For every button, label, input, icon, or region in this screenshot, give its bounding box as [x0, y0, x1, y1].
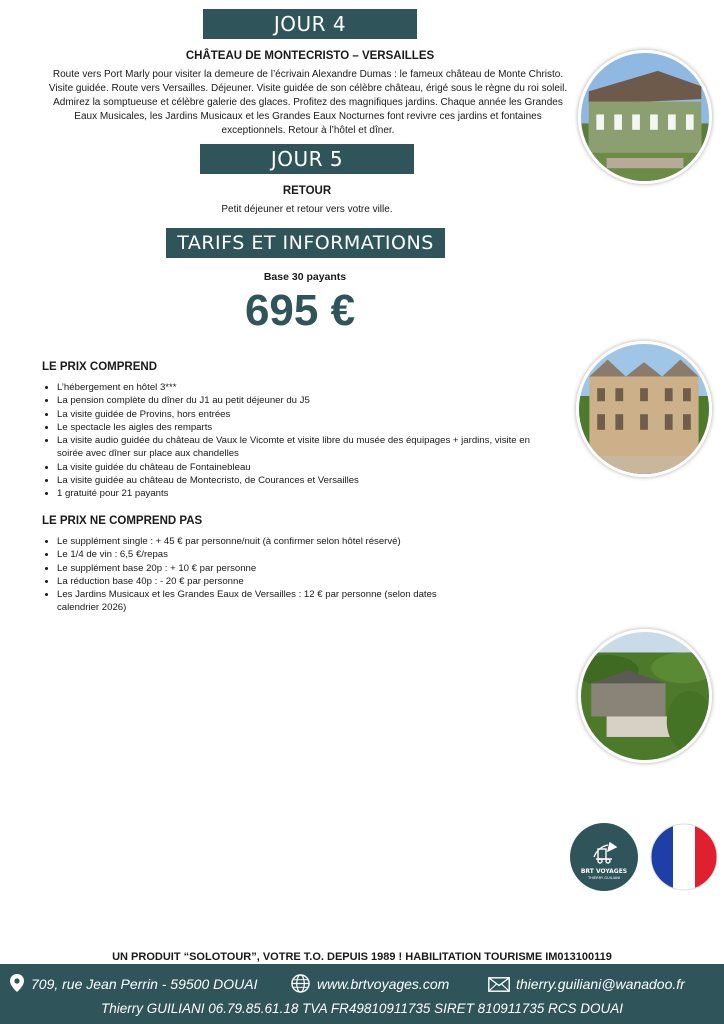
globe-icon — [291, 974, 310, 998]
tarifs-banner: TARIFS ET INFORMATIONS — [166, 228, 445, 258]
list-item: • L’hébergement en hôtel 3*** — [57, 381, 557, 394]
chateau-interior-photo — [576, 341, 712, 477]
day4-line: Eaux Musicales, les Jardins Musicaux et les Grandes Eaux Nocturnes font revivre ces jardins et fontaines — [74, 111, 542, 122]
includes-list — [42, 381, 557, 501]
day5-text: Petit déjeuner et retour vers votre ville. — [221, 204, 393, 215]
brt-voyages-logo — [570, 823, 638, 891]
footer-address: 709, rue Jean Perrin - 59500 DOUAI — [31, 976, 258, 992]
list-item: • Le 1/4 de vin : 6,5 €/repas — [57, 548, 477, 561]
base-label: Base 30 payants — [263, 271, 347, 283]
list-item: • Le supplément base 20p : + 10 € par personne — [57, 562, 477, 575]
chateau-aerial-photo — [578, 629, 712, 763]
list-item: • Les Jardins Musicaux et les Grandes Eaux de Versailles : 12 € par personne (selon dates calendrier 2026) — [57, 588, 477, 615]
day4-banner: JOUR 4 — [203, 9, 417, 39]
day5-banner: JOUR 5 — [200, 144, 414, 174]
logo-subname: THIERRY GUILIANI — [587, 876, 621, 880]
day4-line: Route vers Port Marly pour visiter la demeure de l’écrivain Alexandre Dumas : le fameux château de Monte Christo. — [52, 69, 564, 80]
chateau-montecristo-photo — [578, 50, 712, 184]
footer-email-link[interactable]: thierry.guiliani@wanadoo.fr — [516, 976, 685, 992]
excludes-list — [42, 535, 477, 615]
footer-legal: Thierry GUILIANI 06.79.85.61.18 TVA FR49810911735 SIRET 810911735 RCS DOUAI — [100, 1001, 624, 1016]
tagline: UN PRODUIT “SOLOTOUR”, VOTRE T.O. DEPUIS 1989 ! HABILITATION TOURISME IM013100119 — [112, 951, 612, 963]
france-flag-icon — [650, 823, 718, 891]
excludes-heading: LE PRIX NE COMPREND PAS — [42, 515, 203, 527]
price: 695 € — [244, 286, 356, 335]
list-item: • Le spectacle les aigles des remparts — [57, 421, 557, 434]
footer — [0, 964, 724, 1024]
includes-heading: LE PRIX COMPREND — [42, 361, 158, 373]
footer-website-link[interactable]: www.brtvoyages.com — [317, 976, 450, 992]
list-item: • La visite audio guidée du château de Vaux le Vicomte et visite libre du musée des équipages + jardins, visite en soirée avec dîner sur place aux chandelles — [57, 434, 557, 461]
list-item: • La pension complète du dîner du J1 au petit déjeuner du J5 — [57, 394, 557, 407]
day4-line: exceptionnels. Retour à l’hôtel et dîner. — [221, 125, 395, 136]
day4-line: Admirez la somptueuse et célèbre galerie des glaces. Profitez des magnifiques jardins. Chaque année les Grandes — [53, 97, 563, 108]
list-item: • 1 gratuité pour 21 payants — [57, 487, 557, 500]
list-item: • La visite guidée de Provins, hors entrées — [57, 408, 557, 421]
list-item: • La réduction base 40p : - 20 € par personne — [57, 575, 477, 588]
list-item: • Le supplément single : + 45 € par personne/nuit (à confirmer selon hôtel réservé) — [57, 535, 477, 548]
envelope-icon — [488, 977, 510, 997]
location-pin-icon — [10, 974, 24, 997]
day4-line: Visite guidée. Route vers Versailles. Déjeuner. Visite guidée de son célèbre château, érigé sous le règne du roi soleil. — [48, 83, 568, 94]
logo-name: BRT VOYAGES — [580, 868, 628, 875]
list-item: • La visite guidée du château de Fontainebleau — [57, 461, 557, 474]
day4-description — [38, 68, 578, 138]
list-item: • La visite guidée au château de Montecristo, de Courances et Versailles — [57, 474, 557, 487]
day5-title: RETOUR — [282, 185, 332, 197]
day4-title: CHÂTEAU DE MONTECRISTO – VERSAILLES — [185, 50, 435, 62]
